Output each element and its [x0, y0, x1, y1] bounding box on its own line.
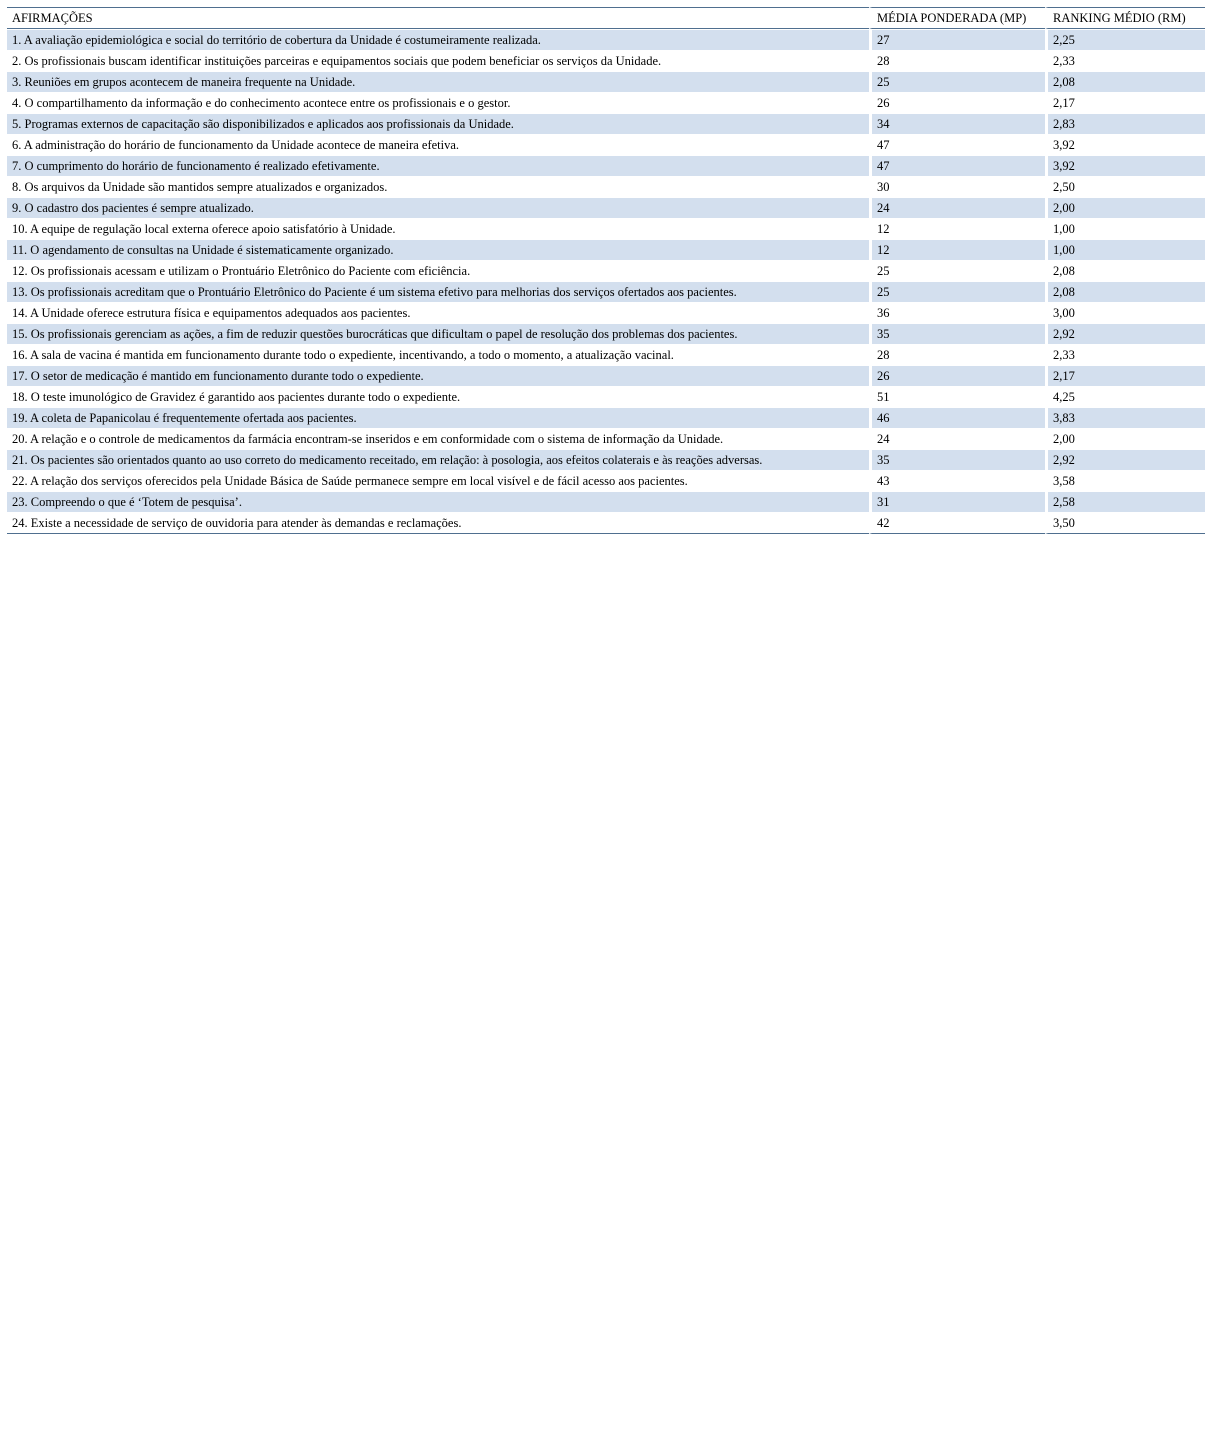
- statement-cell: 5. Programas externos de capacitação são disponibilizados e aplicados aos profissionais da Unidade.: [7, 113, 869, 134]
- table-row: [7, 428, 1205, 449]
- statement-cell: 18. O teste imunológico de Gravidez é garantido aos pacientes durante todo o expediente.: [7, 386, 869, 407]
- statement-cell: 8. Os arquivos da Unidade são mantidos sempre atualizados e organizados.: [7, 176, 869, 197]
- table-row: [7, 197, 1205, 218]
- statement-cell: 3. Reuniões em grupos acontecem de maneira frequente na Unidade.: [7, 71, 869, 92]
- mean-ranking-cell: 2,00: [1045, 197, 1205, 218]
- statement-cell: 19. A coleta de Papanicolau é frequentemente ofertada aos pacientes.: [7, 407, 869, 428]
- statement-cell: 6. A administração do horário de funcionamento da Unidade acontece de maneira efetiva.: [7, 134, 869, 155]
- statement-cell: 20. A relação e o controle de medicamentos da farmácia encontram-se inseridos e em conformidade com o sistema de informação da Unidade.: [7, 428, 869, 449]
- weighted-mean-cell: 30: [869, 176, 1045, 197]
- statement-cell: 23. Compreendo o que é ‘Totem de pesquisa’.: [7, 491, 869, 512]
- mean-ranking-cell: 2,17: [1045, 92, 1205, 113]
- mean-ranking-cell: 2,08: [1045, 260, 1205, 281]
- header-mean-ranking: RANKING MÉDIO (RM): [1045, 7, 1205, 29]
- table-row: [7, 449, 1205, 470]
- statement-cell: 12. Os profissionais acessam e utilizam o Prontuário Eletrônico do Paciente com eficiência.: [7, 260, 869, 281]
- weighted-mean-cell: 47: [869, 155, 1045, 176]
- weighted-mean-cell: 24: [869, 428, 1045, 449]
- table-row: [7, 92, 1205, 113]
- weighted-mean-cell: 28: [869, 50, 1045, 71]
- table-row: [7, 365, 1205, 386]
- weighted-mean-cell: 43: [869, 470, 1045, 491]
- mean-ranking-cell: 2,25: [1045, 29, 1205, 50]
- table-row: [7, 344, 1205, 365]
- statement-cell: 7. O cumprimento do horário de funcionamento é realizado efetivamente.: [7, 155, 869, 176]
- results-table: [7, 7, 1205, 534]
- mean-ranking-cell: 2,08: [1045, 281, 1205, 302]
- weighted-mean-cell: 25: [869, 260, 1045, 281]
- weighted-mean-cell: 26: [869, 92, 1045, 113]
- statement-cell: 17. O setor de medicação é mantido em funcionamento durante todo o expediente.: [7, 365, 869, 386]
- statement-cell: 10. A equipe de regulação local externa oferece apoio satisfatório à Unidade.: [7, 218, 869, 239]
- table-row: [7, 302, 1205, 323]
- mean-ranking-cell: 2,33: [1045, 50, 1205, 71]
- mean-ranking-cell: 3,92: [1045, 155, 1205, 176]
- mean-ranking-cell: 4,25: [1045, 386, 1205, 407]
- table-row: [7, 407, 1205, 428]
- statement-cell: 14. A Unidade oferece estrutura física e equipamentos adequados aos pacientes.: [7, 302, 869, 323]
- table-row: [7, 323, 1205, 344]
- mean-ranking-cell: 3,83: [1045, 407, 1205, 428]
- statement-cell: 2. Os profissionais buscam identificar instituições parceiras e equipamentos sociais que podem beneficiar os serviços da Unidade.: [7, 50, 869, 71]
- weighted-mean-cell: 24: [869, 197, 1045, 218]
- weighted-mean-cell: 36: [869, 302, 1045, 323]
- table-row: [7, 491, 1205, 512]
- table-row: [7, 155, 1205, 176]
- table-row: [7, 50, 1205, 71]
- table-row: [7, 239, 1205, 260]
- table-row: [7, 113, 1205, 134]
- weighted-mean-cell: 27: [869, 29, 1045, 50]
- statement-cell: 22. A relação dos serviços oferecidos pela Unidade Básica de Saúde permanece sempre em local visível e de fácil acesso aos pacientes.: [7, 470, 869, 491]
- table-row: [7, 176, 1205, 197]
- mean-ranking-cell: 2,58: [1045, 491, 1205, 512]
- table-row: [7, 512, 1205, 534]
- weighted-mean-cell: 51: [869, 386, 1045, 407]
- table-row: [7, 134, 1205, 155]
- mean-ranking-cell: 2,08: [1045, 71, 1205, 92]
- mean-ranking-cell: 1,00: [1045, 218, 1205, 239]
- weighted-mean-cell: 26: [869, 365, 1045, 386]
- mean-ranking-cell: 1,00: [1045, 239, 1205, 260]
- table-row: [7, 29, 1205, 50]
- mean-ranking-cell: 2,92: [1045, 323, 1205, 344]
- weighted-mean-cell: 35: [869, 449, 1045, 470]
- statement-cell: 11. O agendamento de consultas na Unidade é sistematicamente organizado.: [7, 239, 869, 260]
- mean-ranking-cell: 3,50: [1045, 512, 1205, 534]
- mean-ranking-cell: 2,50: [1045, 176, 1205, 197]
- header-weighted-mean: MÉDIA PONDERADA (MP): [869, 7, 1045, 29]
- weighted-mean-cell: 31: [869, 491, 1045, 512]
- weighted-mean-cell: 47: [869, 134, 1045, 155]
- mean-ranking-cell: 2,83: [1045, 113, 1205, 134]
- statement-cell: 16. A sala de vacina é mantida em funcionamento durante todo o expediente, incentivando, a todo o momento, a atualização vacinal.: [7, 344, 869, 365]
- mean-ranking-cell: 2,00: [1045, 428, 1205, 449]
- statement-cell: 15. Os profissionais gerenciam as ações, a fim de reduzir questões burocráticas que dificultam o papel de resolução dos problemas dos pacientes.: [7, 323, 869, 344]
- weighted-mean-cell: 25: [869, 71, 1045, 92]
- mean-ranking-cell: 2,17: [1045, 365, 1205, 386]
- table-row: [7, 218, 1205, 239]
- mean-ranking-cell: 3,00: [1045, 302, 1205, 323]
- table-row: [7, 386, 1205, 407]
- weighted-mean-cell: 12: [869, 239, 1045, 260]
- mean-ranking-cell: 3,58: [1045, 470, 1205, 491]
- weighted-mean-cell: 34: [869, 113, 1045, 134]
- table-row: [7, 281, 1205, 302]
- statement-cell: 1. A avaliação epidemiológica e social do território de cobertura da Unidade é costumeiramente realizada.: [7, 29, 869, 50]
- weighted-mean-cell: 25: [869, 281, 1045, 302]
- statement-cell: 21. Os pacientes são orientados quanto ao uso correto do medicamento receitado, em relação: à posologia, aos efeitos colaterais e às reações adversas.: [7, 449, 869, 470]
- table-row: [7, 470, 1205, 491]
- table-row: [7, 260, 1205, 281]
- weighted-mean-cell: 42: [869, 512, 1045, 534]
- weighted-mean-cell: 35: [869, 323, 1045, 344]
- table-header-row: [7, 7, 1205, 29]
- table-body: [7, 29, 1205, 534]
- weighted-mean-cell: 12: [869, 218, 1045, 239]
- mean-ranking-cell: 3,92: [1045, 134, 1205, 155]
- header-statement: AFIRMAÇÕES: [7, 7, 869, 29]
- statement-cell: 9. O cadastro dos pacientes é sempre atualizado.: [7, 197, 869, 218]
- weighted-mean-cell: 28: [869, 344, 1045, 365]
- weighted-mean-cell: 46: [869, 407, 1045, 428]
- results-table-container: [7, 7, 1205, 534]
- statement-cell: 13. Os profissionais acreditam que o Prontuário Eletrônico do Paciente é um sistema efetivo para melhorias dos serviços ofertados aos pacientes.: [7, 281, 869, 302]
- mean-ranking-cell: 2,92: [1045, 449, 1205, 470]
- table-row: [7, 71, 1205, 92]
- mean-ranking-cell: 2,33: [1045, 344, 1205, 365]
- statement-cell: 24. Existe a necessidade de serviço de ouvidoria para atender às demandas e reclamações.: [7, 512, 869, 534]
- statement-cell: 4. O compartilhamento da informação e do conhecimento acontece entre os profissionais e o gestor.: [7, 92, 869, 113]
